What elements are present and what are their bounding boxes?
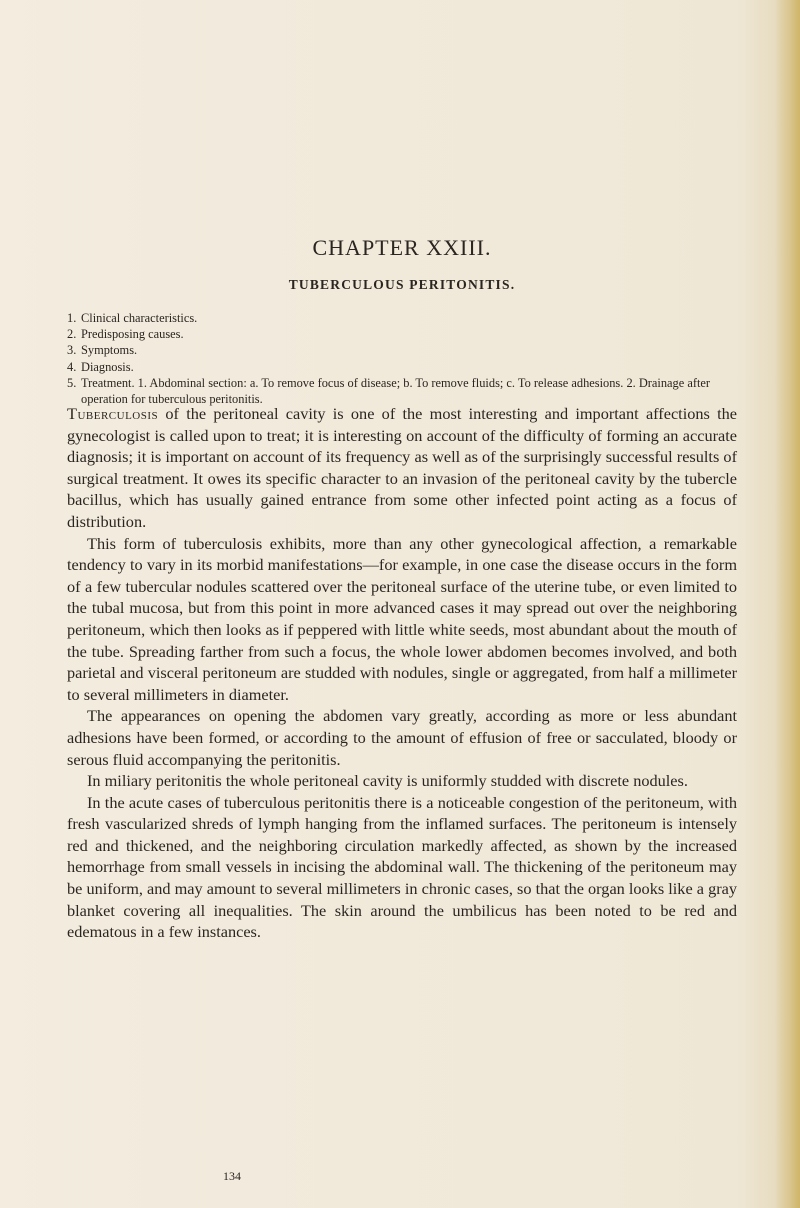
outline-number: 5. <box>67 375 77 390</box>
paragraph: The appearances on opening the abdomen vary greatly, according as more or less abundant adhesions have been formed, or according to the amount of effusion of free or sacculated, bloody or serous fluid accompanying the peritonitis. <box>67 706 737 769</box>
outline-text: Clinical characteristics. <box>81 311 198 325</box>
paragraph: In the acute cases of tuberculous peritonitis there is a noticeable congestion of the peritoneum, with fresh vascularized shreds of lymph hanging from the inflamed surfaces. The peritoneum is intensely red and thickened, and the neighboring circulation markedly affected, as shown by the increased hemorrhage from small vessels in incising the abdominal wall. The thickening of the peritoneum may be uniform, and may amount to several millimeters in chronic cases, so that the organ looks like a gray blanket covering all inequalities. The skin around the umbilicus has been noted to be red and edematous in a few instances. <box>67 792 737 942</box>
paragraph <box>67 403 737 533</box>
body-text <box>67 403 737 943</box>
outline-item <box>67 342 737 358</box>
page-edge-stain <box>774 0 800 1208</box>
chapter-title: TUBERCULOUS PERITONITIS. <box>288 277 516 292</box>
outline-item <box>67 326 737 342</box>
chapter-outline <box>67 310 737 407</box>
outline-item <box>67 310 737 326</box>
outline-text: Symptoms. <box>81 343 138 358</box>
outline-number: 4. <box>67 359 77 374</box>
outline-item <box>67 359 737 375</box>
outline-number: 2. <box>67 327 77 342</box>
outline-text: Diagnosis. <box>81 359 134 374</box>
outline-number: 1. <box>67 311 77 325</box>
paragraph: In miliary peritonitis the whole peritoneal cavity is uniformly studded with discrete nodules. <box>87 771 688 791</box>
paragraph-text: of the peritoneal cavity is one of the most interesting and important affections the gynecologist is called upon to treat; it is interesting on account of the difficulty of forming an accurate diagnosis; it is important on account of its frequency as well as of the surprisingly successful results of surgical treatment. It owes its specific character to an invasion of the peritoneal cavity by the tubercle bacillus, which has usually gained entrance from some other infected point acting as a focus of distribution. <box>67 404 737 531</box>
chapter-heading: CHAPTER XXIII. <box>312 235 492 260</box>
paragraph-lead-word: Tuberculosis <box>67 404 159 423</box>
outline-number: 3. <box>67 343 77 358</box>
outline-text: Predisposing causes. <box>81 327 184 342</box>
paragraph: This form of tuberculosis exhibits, more than any other gynecological affection, a remarkable tendency to vary in its morbid manifestations—for example, in one case the disease occurs in the form of a few tubercular nodules scattered over the peritoneal surface of the uterine tube, or even limited to the tubal mucosa, but from this point in more advanced cases it may spread out over the neighboring peritoneum, which then looks as if peppered with little white seeds, most abundant about the mouth of the tube. Spreading farther from such a focus, the whole lower abdomen becomes involved, and both parietal and visceral peritoneum are studded with nodules, single or aggregated, from half a millimeter to several millimeters in diameter. <box>67 533 737 704</box>
outline-text: Treatment. 1. Abdominal section: a. To remove focus of disease; b. To remove fluids; c. To release adhesions. 2. Drainage after operation for tuberculous peritonitis. <box>81 375 711 407</box>
page-number: 134 <box>223 1169 241 1183</box>
